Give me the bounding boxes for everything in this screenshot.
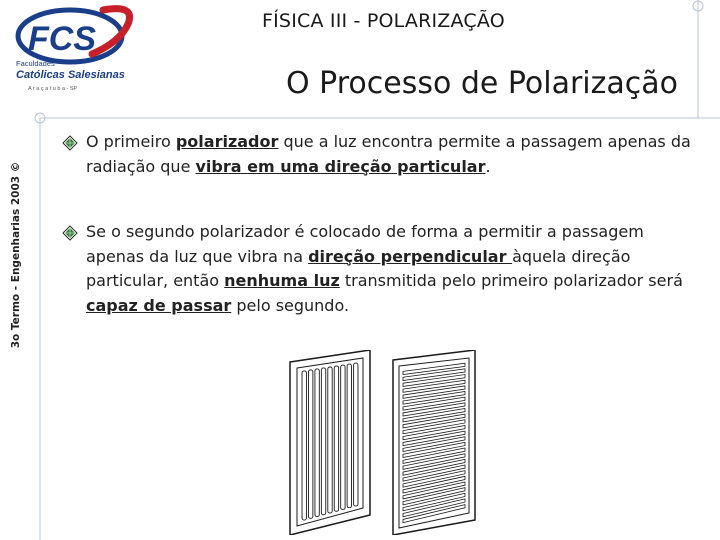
vertical-slit	[354, 363, 358, 506]
vertical-slit	[347, 364, 351, 508]
logo-letters: FCS	[28, 20, 96, 58]
diamond-bullet-icon	[62, 135, 78, 151]
logo-line1: Faculdades	[16, 59, 55, 68]
polarizers-figure	[285, 350, 485, 535]
fcs-logo-icon	[8, 2, 148, 94]
vertical-slit	[341, 365, 345, 509]
bullet-text: Se o segundo polarizador é colocado de forma a permitir a passagem apenas da luz que vibra na direção perpendicular àquela direção particular, então nenhuma luz transmitida pelo primeiro polarizador será capaz de passar pelo segundo.	[86, 222, 683, 315]
side-label: 3o Termo - Engenharias 2003 ©	[10, 161, 22, 349]
bullet-text: O primeiro polarizador que a luz encontra permite a passagem apenas da radiação que vibra em uma direção particular.	[86, 132, 691, 176]
logo-line3: A r a ç a t u b a - SP	[28, 86, 78, 92]
bullet-item	[62, 130, 702, 179]
vertical-slit	[321, 368, 325, 515]
logo-line2: Católicas Salesianas	[16, 69, 125, 81]
course-title: FÍSICA III - POLARIZAÇÃO	[262, 10, 505, 32]
vertical-slit	[302, 371, 306, 520]
fcs-logo	[8, 2, 148, 94]
vertical-slit	[334, 366, 338, 511]
vertical-slit	[315, 369, 319, 517]
horizontal-polarizer-icon	[393, 350, 475, 535]
slide-title: O Processo de Polarização	[286, 66, 679, 101]
vertical-slit	[308, 370, 312, 518]
diamond-bullet-icon	[62, 225, 78, 241]
vertical-polarizer-icon	[290, 350, 370, 535]
vertical-slit	[328, 367, 332, 513]
bullet-item	[62, 220, 702, 318]
